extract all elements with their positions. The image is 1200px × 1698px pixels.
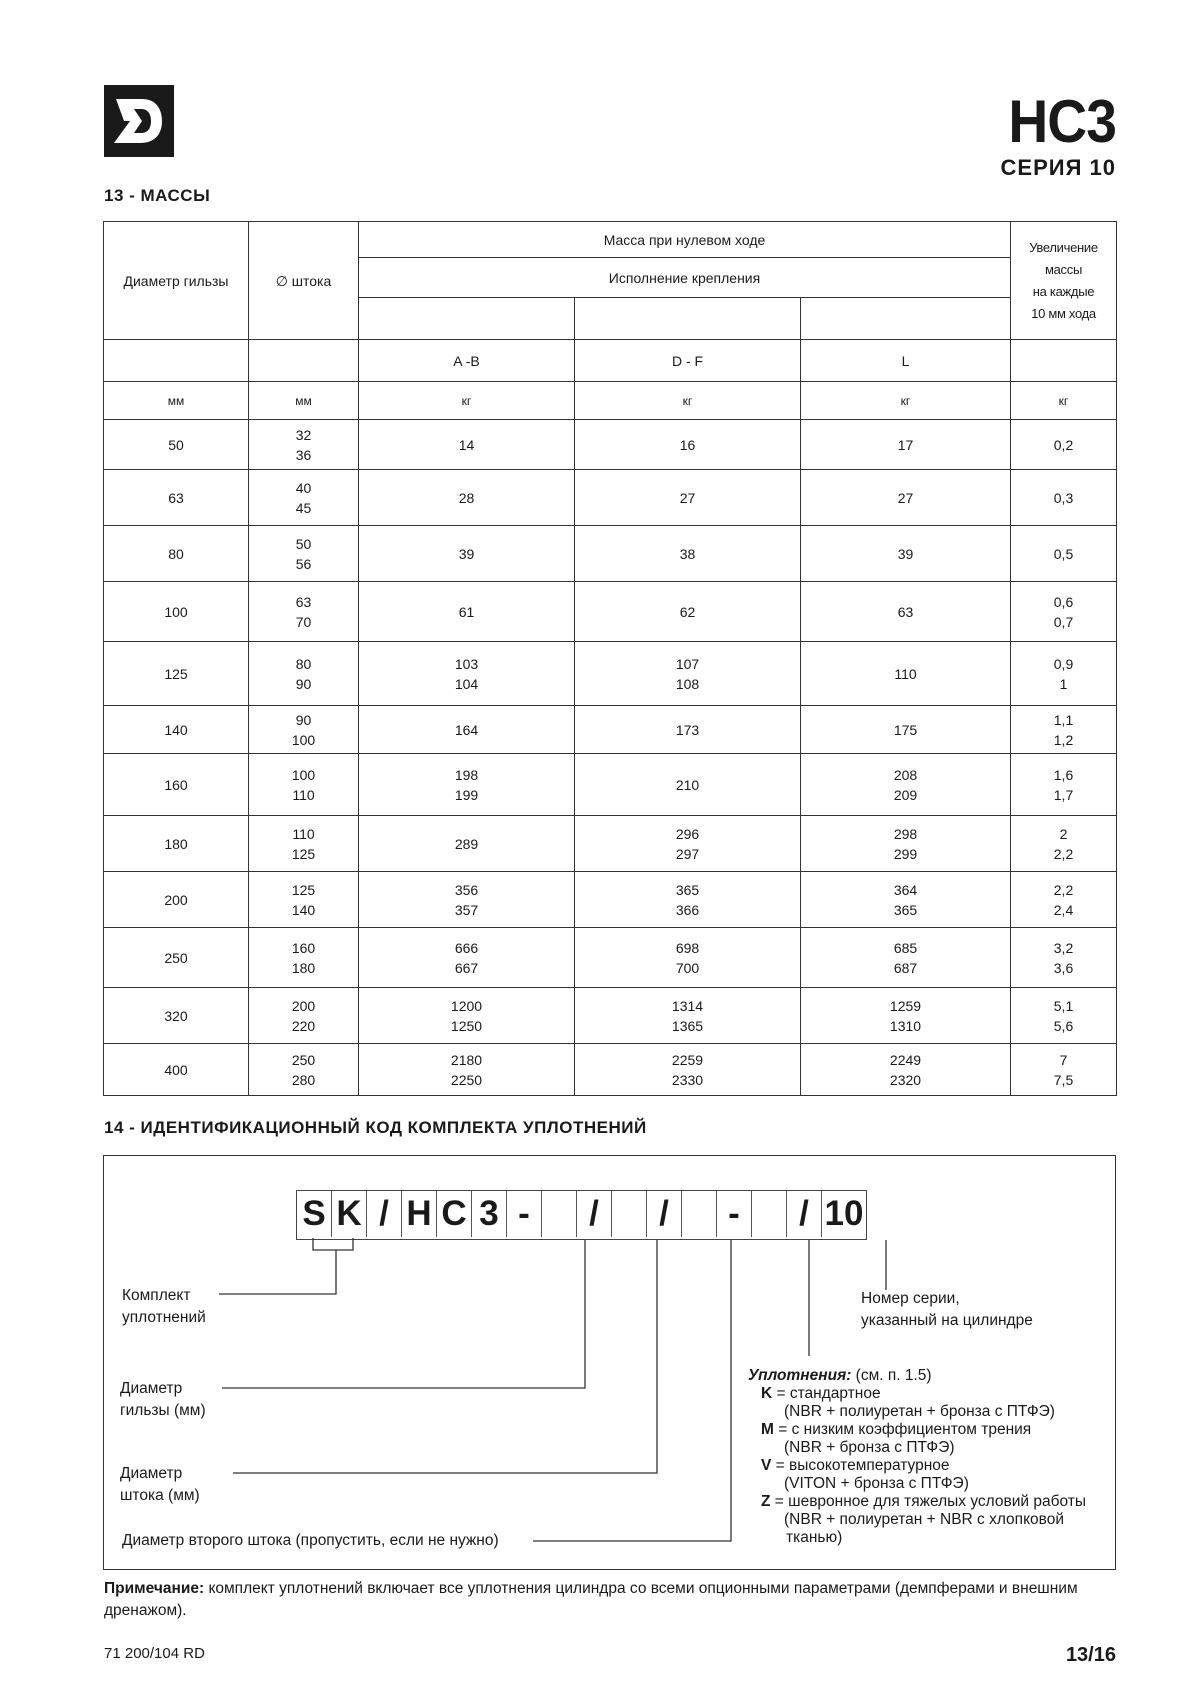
cell-inc: 0,6 0,7 — [1011, 582, 1117, 642]
cell-l: 1259 1310 — [801, 988, 1011, 1044]
cell-l: 27 — [801, 470, 1011, 526]
seal-option-detail: (NBR + бронза с ПТФЭ) — [784, 1439, 955, 1456]
cell-df: 62 — [575, 582, 801, 642]
cell-rod: 125 140 — [249, 872, 359, 928]
cell-l: 63 — [801, 582, 1011, 642]
code-cell: H — [402, 1191, 437, 1237]
cell-bore: 180 — [104, 816, 249, 872]
label-bore-diameter: Диаметр гильзы (мм) — [120, 1380, 206, 1419]
cell-bore: 320 — [104, 988, 249, 1044]
label-seal-kit: Комплект уплотнений — [122, 1287, 206, 1326]
code-cell: - — [717, 1191, 752, 1237]
code-cell: S — [297, 1191, 332, 1237]
cell-bore: 160 — [104, 754, 249, 816]
label-second-rod: Диаметр второго штока (пропустить, если не нужно) — [122, 1532, 499, 1549]
cell-ab: 2180 2250 — [359, 1044, 575, 1096]
code-cell: 10 — [824, 1194, 864, 1233]
label-series-number: Номер серии, указанный на цилиндре — [861, 1290, 1033, 1329]
cell-bore: 200 — [104, 872, 249, 928]
cell-inc: 7 7,5 — [1011, 1044, 1117, 1096]
seal-option-detail: (NBR + полиуретан + NBR с хлопковой — [784, 1511, 1064, 1528]
seals-title: Уплотнения: — [748, 1367, 852, 1384]
label-rod-diameter: Диаметр штока (мм) — [120, 1465, 200, 1504]
seal-option-detail: тканью) — [786, 1529, 843, 1546]
cell-df: 16 — [575, 420, 801, 470]
cell-bore: 140 — [104, 706, 249, 754]
col-header-increase: Увеличение массы на каждые 10 мм хода — [1011, 222, 1117, 340]
col-header-mounting: Исполнение крепления — [359, 258, 1011, 298]
code-cell: - — [507, 1191, 542, 1237]
unit-l: кг — [801, 382, 1011, 420]
cell-l: 685 687 — [801, 928, 1011, 988]
cell-rod: 32 36 — [249, 420, 359, 470]
code-cell: 3 — [472, 1191, 507, 1237]
cell-rod: 200 220 — [249, 988, 359, 1044]
cell-df: 2259 2330 — [575, 1044, 801, 1096]
col-header-rod: ∅ штока — [249, 222, 359, 340]
cell-rod: 100 110 — [249, 754, 359, 816]
document-code: 71 200/104 RD — [104, 1645, 205, 1662]
code-cell: / — [367, 1191, 402, 1237]
cell-l: 298 299 — [801, 816, 1011, 872]
cell-df: 1314 1365 — [575, 988, 801, 1044]
cell-inc: 2 2,2 — [1011, 816, 1117, 872]
cell-ab: 39 — [359, 526, 575, 582]
code-cell: / — [647, 1191, 682, 1237]
cell-df: 698 700 — [575, 928, 801, 988]
cell-df: 365 366 — [575, 872, 801, 928]
cell-df: 107 108 — [575, 642, 801, 706]
cell-inc: 2,2 2,4 — [1011, 872, 1117, 928]
cell-df: 27 — [575, 470, 801, 526]
cell-ab: 14 — [359, 420, 575, 470]
cell-inc: 1,6 1,7 — [1011, 754, 1117, 816]
cell-rod: 40 45 — [249, 470, 359, 526]
seal-option: M = с низким коэффициентом трения — [761, 1421, 1032, 1438]
col-header-bore: Диаметр гильзы — [104, 222, 249, 340]
cell-inc: 0,3 — [1011, 470, 1117, 526]
seal-option: V = высокотемпературное — [761, 1457, 950, 1474]
cell-ab: 61 — [359, 582, 575, 642]
cell-ab: 289 — [359, 816, 575, 872]
seal-option-detail: (NBR + полиуретан + бронза с ПТФЭ) — [784, 1403, 1055, 1420]
section-14-title: 14 - ИДЕНТИФИКАЦИОННЫЙ КОД КОМПЛЕКТА УПЛОТНЕНИЙ — [104, 1118, 647, 1137]
col-header-l: L — [801, 340, 1011, 382]
cell-inc: 0,9 1 — [1011, 642, 1117, 706]
seals-legend: Уплотнения: (см. п. 1.5) K = стандартное (NBR + полиуретан + бронза с ПТФЭ) M = с низким коэффициентом трения (NBR + бронза с ПТФЭ) V = высокотемпературное (VITON + бронза с ПТФЭ) Z = шевронное для тяжелых условий работы (NBR + полиуретан + NBR с хлопковой тканью) — [748, 1367, 1086, 1546]
cell-bore: 63 — [104, 470, 249, 526]
col-header-mass-zero: Масса при нулевом ходе — [359, 222, 1011, 258]
unit-rod: мм — [249, 382, 359, 420]
code-cell: C — [437, 1191, 472, 1237]
unit-ab: кг — [359, 382, 575, 420]
cell-inc: 1,1 1,2 — [1011, 706, 1117, 754]
cell-df: 38 — [575, 526, 801, 582]
cell-inc: 0,2 — [1011, 420, 1117, 470]
cell-bore: 50 — [104, 420, 249, 470]
cell-df: 210 — [575, 754, 801, 816]
series-subtitle: СЕРИЯ 10 — [1000, 155, 1116, 180]
unit-df: кг — [575, 382, 801, 420]
cell-ab: 28 — [359, 470, 575, 526]
cell-inc: 5,1 5,6 — [1011, 988, 1117, 1044]
seal-option: Z = шевронное для тяжелых условий работы — [761, 1493, 1086, 1510]
unit-inc: кг — [1011, 382, 1117, 420]
cell-bore: 100 — [104, 582, 249, 642]
code-cell: K — [332, 1191, 367, 1237]
cell-l: 364 365 — [801, 872, 1011, 928]
cell-rod: 110 125 — [249, 816, 359, 872]
cell-l: 110 — [801, 642, 1011, 706]
cell-inc: 0,5 — [1011, 526, 1117, 582]
cell-l: 208 209 — [801, 754, 1011, 816]
cell-bore: 125 — [104, 642, 249, 706]
cell-rod: 80 90 — [249, 642, 359, 706]
cell-l: 2249 2320 — [801, 1044, 1011, 1096]
page-number: 13/16 — [1065, 1644, 1116, 1666]
cell-ab: 1200 1250 — [359, 988, 575, 1044]
cell-ab: 103 104 — [359, 642, 575, 706]
seal-option: K = стандартное — [761, 1385, 881, 1402]
cell-rod: 90 100 — [249, 706, 359, 754]
cell-bore: 80 — [104, 526, 249, 582]
cell-df: 296 297 — [575, 816, 801, 872]
seal-option-detail: (VITON + бронза с ПТФЭ) — [784, 1475, 969, 1492]
col-header-ab: A -B — [359, 340, 575, 382]
note: Примечание: комплект уплотнений включает все уплотнения цилиндра со всеми опционными параметрами (демпферами и внешним дренажом). — [104, 1580, 1078, 1619]
cell-rod: 160 180 — [249, 928, 359, 988]
cell-ab: 666 667 — [359, 928, 575, 988]
cell-bore: 250 — [104, 928, 249, 988]
cell-ab: 356 357 — [359, 872, 575, 928]
section-13-title: 13 - МАССЫ — [104, 186, 211, 205]
cell-rod: 50 56 — [249, 526, 359, 582]
cell-inc: 3,2 3,6 — [1011, 928, 1117, 988]
code-cell: / — [577, 1191, 612, 1237]
cell-ab: 198 199 — [359, 754, 575, 816]
col-header-df: D - F — [575, 340, 801, 382]
cell-rod: 63 70 — [249, 582, 359, 642]
cell-rod: 250 280 — [249, 1044, 359, 1096]
cell-l: 39 — [801, 526, 1011, 582]
cell-bore: 400 — [104, 1044, 249, 1096]
code-cell: / — [787, 1191, 822, 1237]
product-title: HC3 — [1008, 88, 1116, 155]
unit-bore: мм — [104, 382, 249, 420]
cell-l: 17 — [801, 420, 1011, 470]
cell-df: 173 — [575, 706, 801, 754]
cell-ab: 164 — [359, 706, 575, 754]
cell-l: 175 — [801, 706, 1011, 754]
